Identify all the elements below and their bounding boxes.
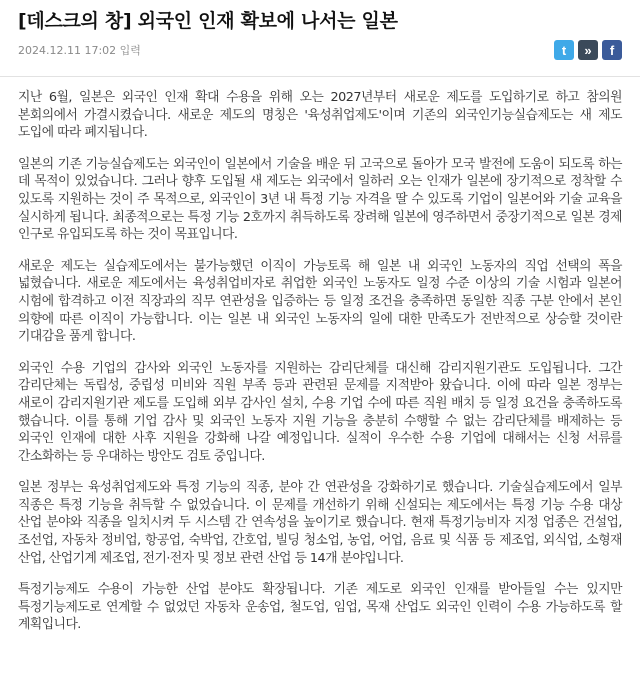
share-buttons — [554, 40, 622, 60]
header-divider — [0, 76, 640, 77]
twitter-share-icon[interactable]: t — [554, 40, 574, 60]
article-meta-row — [18, 40, 622, 60]
paragraph: 일본의 기존 기능실습제도는 외국인이 일본에서 기술을 배운 뒤 고국으로 돌아가 모국 발전에 도움이 되도록 하는 데 목적이 있었습니다. 그러나 향후 도입될 새 제도는 외국에서 일하러 오는 인재가 일본에 장기적으로 정착할 수 있도록 지원하는 것이 주 목적으로, 외국인이 3년 내 특정 기능 자격을 딸 수 있도록 기업이 일본어와 기술 교육을 실시하게 됩니다. 최종적으로는 특정 기능 2호까지 취득하도록 장려해 일본에 영주하면서 중장기적으로 일본 경제 인구로 유입되도록 하는 것이 목표입니다. — [18, 156, 622, 243]
facebook-share-icon[interactable]: f — [602, 40, 622, 60]
publish-date: 2024.12.11 17:02 입력 — [18, 44, 141, 57]
paragraph: 외국인 수용 기업의 감사와 외국인 노동자를 지원하는 감리단체를 대신해 감리지원기관도 도입됩니다. 그간 감리단체는 독립성, 중립성 미비와 직원 부족 등과 관련된 문제를 지적받아 왔습니다. 이에 따라 일본 정부는 새로이 감리지원기관 제도를 도입해 외부 감사인 설치, 수용 기업 수에 따른 직원 배치 등 일정 요건을 충족하도록 했습니다. 이를 통해 기업 감사 및 외국인 노동자 지원 기능을 충분히 수행할 수 없는 감리단체를 배제하는 등 외국인 인재에 대한 사후 지원을 강화해 나갈 예정입니다. 실적이 우수한 수용 기업에 대해서는 신청 서류를 간소화하는 등 우대하는 방안도 검토 중입니다. — [18, 360, 622, 464]
article-body — [0, 89, 640, 634]
link-share-icon[interactable]: » — [578, 40, 598, 60]
paragraph: 특정기능제도 수용이 가능한 산업 분야도 확장됩니다. 기존 제도로 외국인 인재를 받아들일 수는 있지만 특정기능제도로 연계할 수 없었던 자동차 운송업, 철도업, 임업, 목재 산업도 외국인 인력이 수용 가능하도록 할 계획입니다. — [18, 582, 622, 633]
article-header — [0, 0, 640, 60]
paragraph: 새로운 제도는 실습제도에서는 불가능했던 이직이 가능토록 해 일본 내 외국인 노동자의 직업 선택의 폭을 넓혔습니다. 새로운 제도에서는 육성취업비자로 취업한 외국인 노동자도 일정 수준 이상의 기술 시험과 일본어 시험에 합격하고 이전 직장과의 직무 연관성을 입증하는 등 일정 조건을 충족하면 동일한 직종 구분 안에서 본인 의향에 따른 이직이 가능합니다. 이는 일본 내 외국인 노동자의 일에 대한 만족도가 전반적으로 상승할 것이란 기대감을 품게 합니다. — [18, 258, 622, 345]
article-title: [데스크의 창] 외국인 인재 확보에 나서는 일본 — [18, 10, 398, 32]
paragraph: 일본 정부는 육성취업제도와 특정 기능의 직종, 분야 간 연관성을 강화하기로 했습니다. 기술실습제도에서 일부 직종은 특정 기능을 취득할 수 없었습니다. 이 문제를 개선하기 위해 신설되는 제도에서는 특정 기능 수용 대상 산업 분야와 직종을 일치시켜 두 시스템 간 연속성을 높이기로 했습니다. 현재 특정기능비자 지정 업종은 건설업, 조선업, 자동차 정비업, 항공업, 숙박업, 간호업, 빌딩 청소업, 농업, 어업, 음료 및 식품 등 제조업, 외식업, 소형재 산업, 산업기계 제조업, 전기·전자 및 정보 관련 산업 등 14개 분야입니다. — [18, 480, 622, 566]
paragraph: 지난 6월, 일본은 외국인 인재 확대 수용을 위해 오는 2027년부터 새로운 제도를 도입하기로 하고 참의원 본회의에서 가결시켰습니다. 새로운 제도의 명칭은 '육성취업제도'이며 기존의 외국인기능실습제도는 새 제도 도입에 따라 폐지됩니다. — [18, 90, 622, 141]
